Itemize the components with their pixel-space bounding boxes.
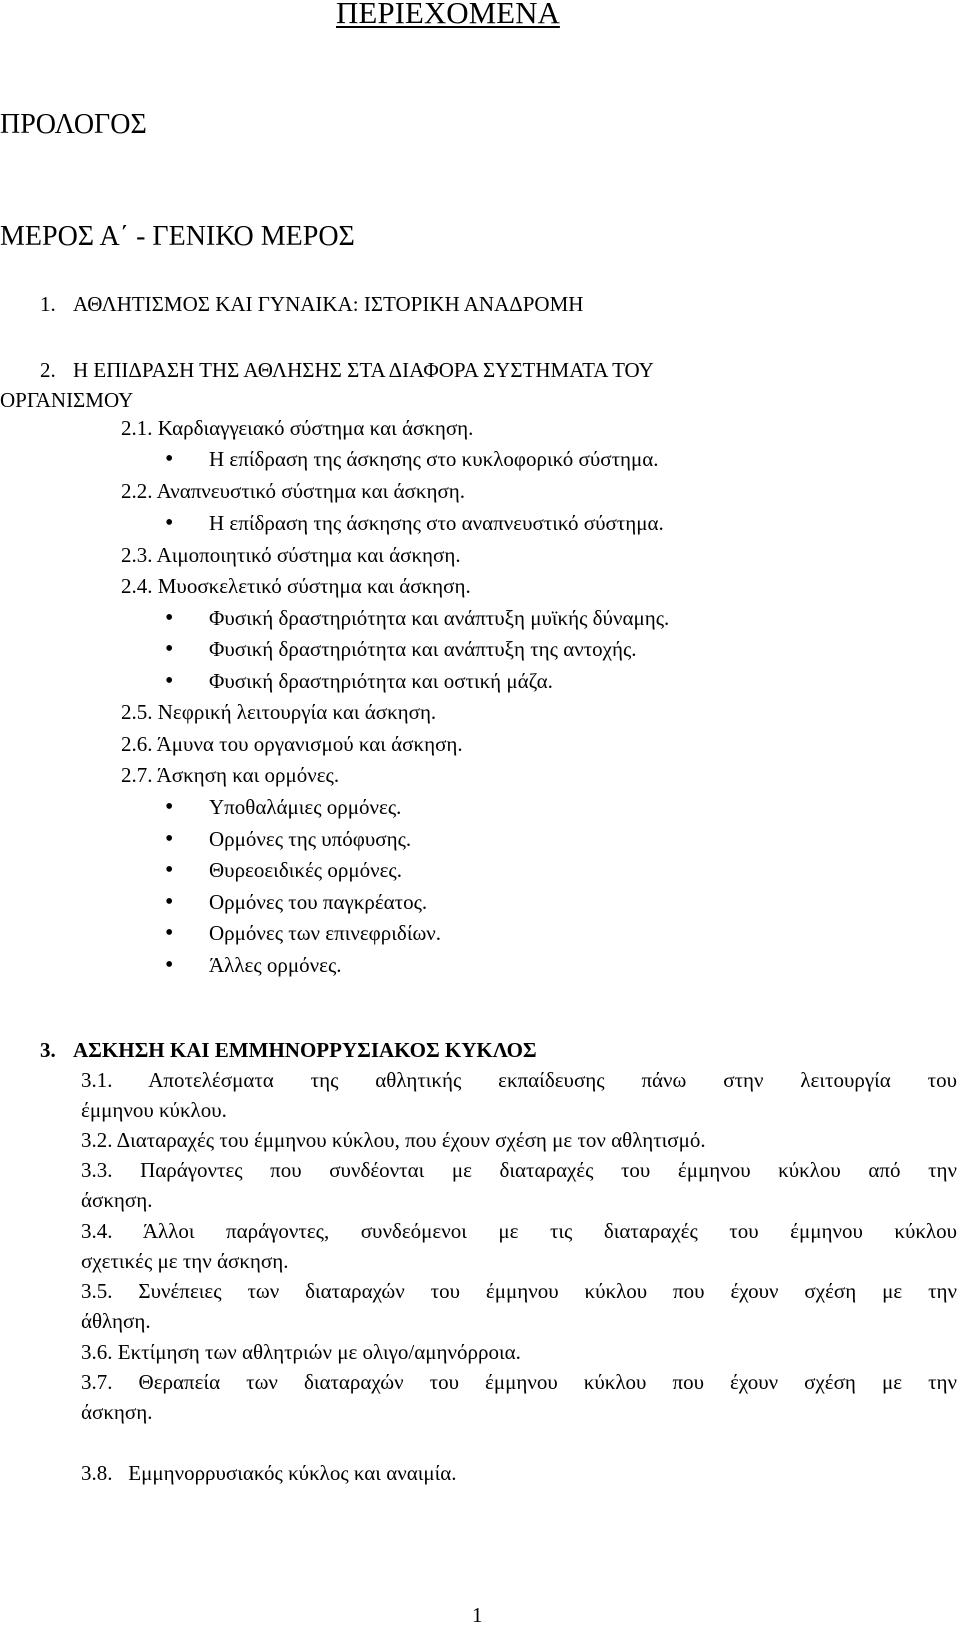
toc-bullet-item: • Φυσική δραστηριότητα και ανάπτυξη μυϊκής δύναμης.	[209, 603, 669, 633]
toc-item-2-4: 2.4. Μυοσκελετικό σύστημα και άσκηση.	[121, 574, 471, 598]
toc-bullet-item: • Ορμόνες της υπόφυσης.	[209, 824, 411, 854]
toc-bullet-item: • Φυσική δραστηριότητα και ανάπτυξη της αντοχής.	[209, 634, 637, 664]
toc-item-3-8: 3.8. Εμμηνορρυσιακός κύκλος και αναιμία.	[81, 1461, 457, 1485]
toc-item-3-7: 3.7. Θεραπεία των διαταραχών του έμμηνου κύκλου που έχουν σχέση με την	[81, 1370, 957, 1394]
toc-item-3-3-cont: άσκηση.	[81, 1188, 153, 1212]
toc-item-3-1-cont: έμμηνου κύκλου.	[81, 1098, 227, 1122]
toc-item-2-7: 2.7. Άσκηση και ορμόνες.	[121, 763, 340, 787]
toc-item-3-1: 3.1. Αποτελέσματα της αθλητικής εκπαίδευσης πάνω στην λειτουργία του	[81, 1068, 957, 1092]
toc-bullet-item: • Ορμόνες των επινεφριδίων.	[209, 918, 441, 948]
toc-item-2-1: 2.1. Καρδιαγγειακό σύστημα και άσκηση.	[121, 416, 474, 440]
toc-item-3-4-cont: σχετικές με την άσκηση.	[81, 1249, 289, 1273]
chapter-1-number: 1.	[40, 292, 56, 316]
chapter-2-title: Η ΕΠΙΔΡΑΣΗ ΤΗΣ ΑΘΛΗΣΗΣ ΣΤΑ ΔΙΑΦΟΡΑ ΣΥΣΤΗΜΑΤΑ ΤΟΥ	[73, 358, 654, 382]
toc-item-2-3: 2.3. Αιμοποιητικό σύστημα και άσκηση.	[121, 543, 461, 567]
page-number: 1	[472, 1603, 483, 1627]
chapter-2-number: 2.	[40, 358, 56, 382]
toc-bullet-item: • Άλλες ορμόνες.	[209, 950, 342, 980]
prologue-heading: ΠΡΟΛΟΓΟΣ	[0, 109, 147, 140]
chapter-3-number: 3.	[40, 1038, 56, 1062]
toc-bullet-item: • Υποθαλάμιες ορμόνες.	[209, 792, 401, 822]
toc-bullet-item: • Η επίδραση της άσκησης στο κυκλοφορικό σύστημα.	[209, 444, 659, 474]
toc-item-3-4: 3.4. Άλλοι παράγοντες, συνδεόμενοι με τις διαταραχές του έμμηνου κύκλου	[81, 1219, 957, 1243]
toc-item-2-6: 2.6. Άμυνα του οργανισμού και άσκηση.	[121, 732, 463, 756]
toc-bullet-item: • Η επίδραση της άσκησης στο αναπνευστικό σύστημα.	[209, 508, 664, 538]
toc-item-3-7-cont: άσκηση.	[81, 1400, 153, 1424]
toc-item-3-2: 3.2. Διαταραχές του έμμηνου κύκλου, που έχουν σχέση με τον αθλητισμό.	[81, 1128, 706, 1152]
toc-bullet-item: • Ορμόνες του παγκρέατος.	[209, 887, 427, 917]
toc-item-3-6: 3.6. Εκτίμηση των αθλητριών με ολιγο/αμηνόρροια.	[81, 1340, 521, 1364]
part-a-heading: ΜΕΡΟΣ Α΄ - ΓΕΝΙΚΟ ΜΕΡΟΣ	[0, 221, 355, 252]
toc-item-2-2: 2.2. Αναπνευστικό σύστημα και άσκηση.	[121, 479, 465, 503]
chapter-2-title-cont: ΟΡΓΑΝΙΣΜΟΥ	[0, 388, 134, 412]
chapter-3-heading	[40, 1035, 537, 1065]
toc-item-2-5: 2.5. Νεφρική λειτουργία και άσκηση.	[121, 700, 437, 724]
chapter-1-heading	[40, 289, 583, 319]
toc-item-3-5-cont: άθληση.	[81, 1309, 151, 1333]
toc-item-3-3: 3.3. Παράγοντες που συνδέονται με διαταραχές του έμμηνου κύκλου από την	[81, 1158, 957, 1182]
toc-item-3-5: 3.5. Συνέπειες των διαταραχών του έμμηνου κύκλου που έχουν σχέση με την	[81, 1279, 957, 1303]
chapter-2-heading	[40, 355, 654, 385]
chapter-1-title: ΑΘΛΗΤΙΣΜΟΣ ΚΑΙ ΓΥΝΑΙΚΑ: ΙΣΤΟΡΙΚΗ ΑΝΑΔΡΟΜΗ	[73, 292, 584, 316]
toc-bullet-item: • Φυσική δραστηριότητα και οστική μάζα.	[209, 666, 553, 696]
chapter-3-title: ΑΣΚΗΣΗ ΚΑΙ ΕΜΜΗΝΟΡΡΥΣΙΑΚΟΣ ΚΥΚΛΟΣ	[73, 1038, 537, 1062]
page-title: ΠΕΡΙΕΧΟΜΕΝΑ	[336, 0, 560, 30]
toc-bullet-item: • Θυρεοειδικές ορμόνες.	[209, 855, 402, 885]
